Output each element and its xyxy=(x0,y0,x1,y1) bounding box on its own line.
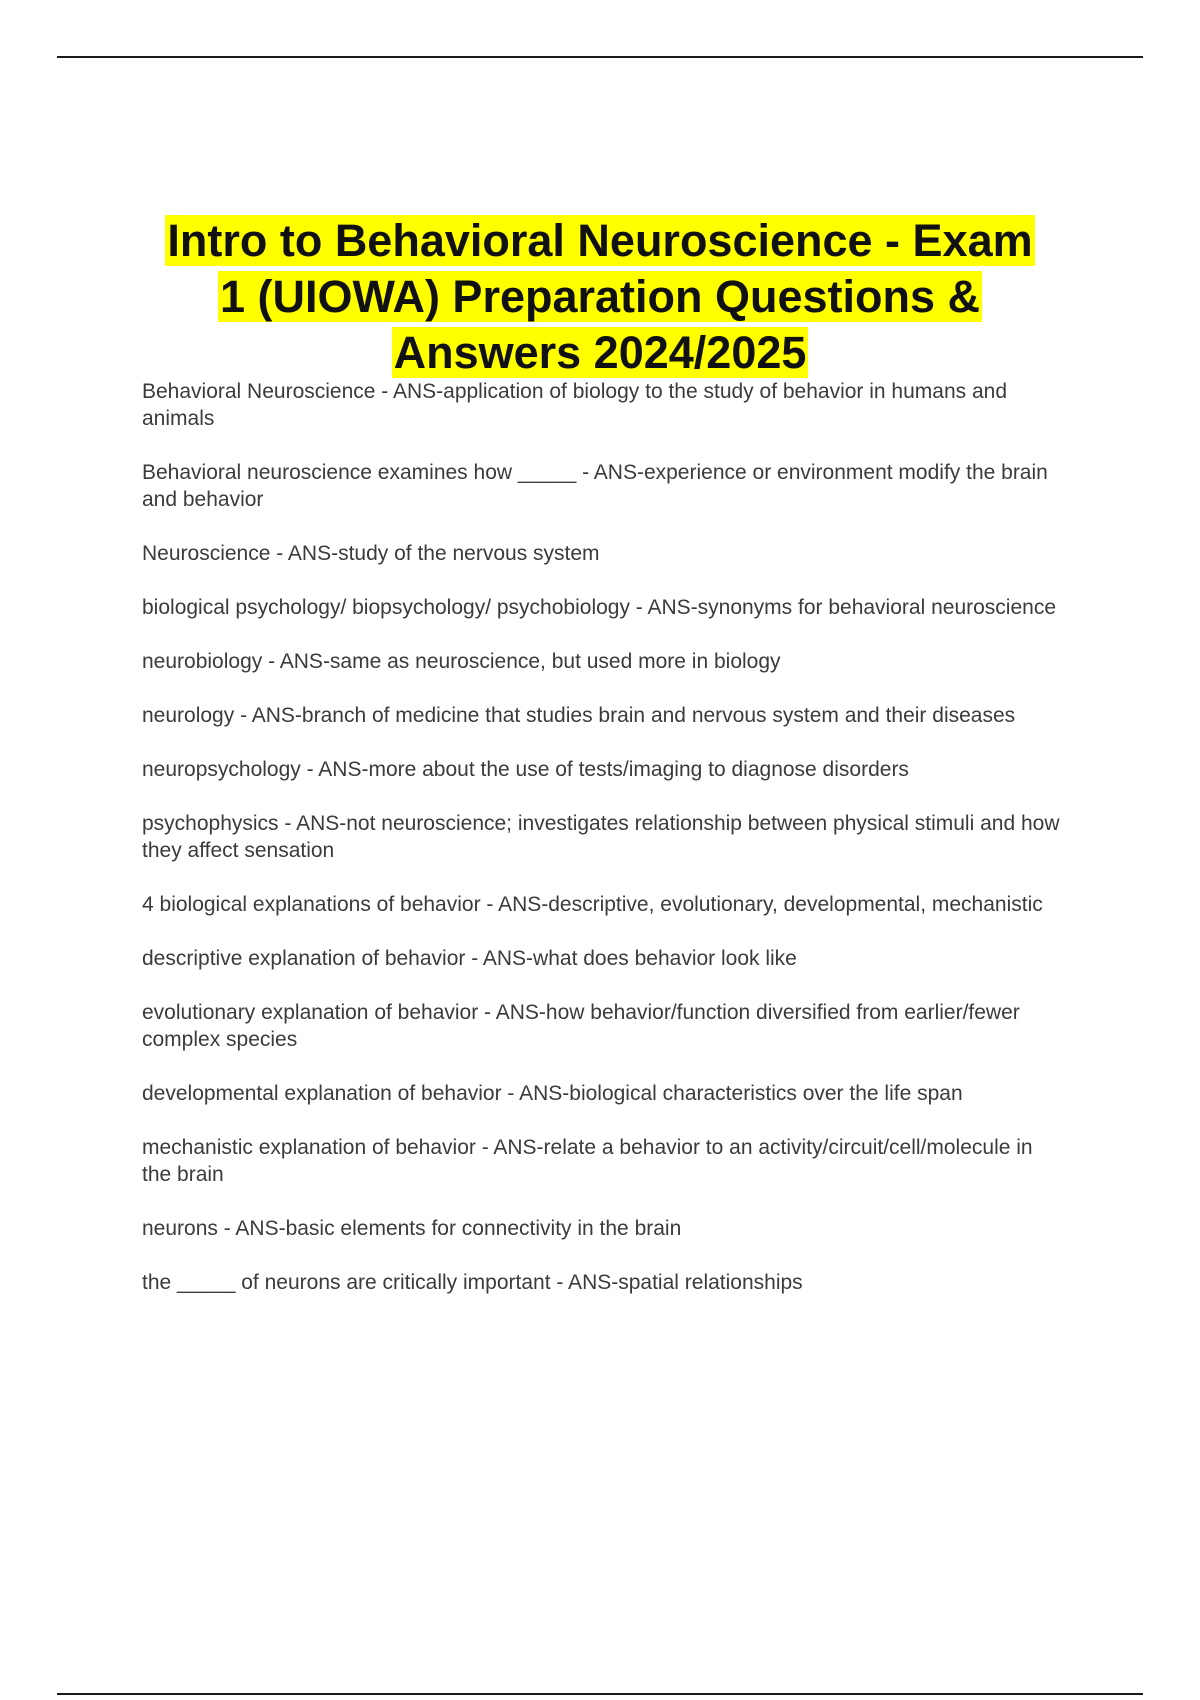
title-line-3: Answers 2024/2025 xyxy=(393,327,807,378)
qa-item: Behavioral neuroscience examines how _____ - ANS-experience or environment modify the brain and behavior xyxy=(142,461,1048,511)
qa-item: neurology - ANS-branch of medicine that studies brain and nervous system and their diseases xyxy=(142,704,1016,727)
title-line-2: 1 (UIOWA) Preparation Questions & xyxy=(219,271,981,322)
footer-rule xyxy=(57,1693,1143,1695)
qa-list xyxy=(142,378,1062,1323)
qa-item: descriptive explanation of behavior - ANS-what does behavior look like xyxy=(142,947,797,970)
qa-item: psychophysics - ANS-not neuroscience; investigates relationship between physical stimuli and how they affect sensation xyxy=(142,812,1060,862)
qa-item: Neuroscience - ANS-study of the nervous system xyxy=(142,542,600,565)
qa-item: evolutionary explanation of behavior - ANS-how behavior/function diversified from earlier/fewer complex species xyxy=(142,1001,1020,1051)
qa-item: neurons - ANS-basic elements for connectivity in the brain xyxy=(142,1217,682,1240)
qa-item: neurobiology - ANS-same as neuroscience, but used more in biology xyxy=(142,650,781,673)
qa-item: the _____ of neurons are critically important - ANS-spatial relationships xyxy=(142,1271,803,1294)
qa-item: developmental explanation of behavior - ANS-biological characteristics over the life span xyxy=(142,1082,963,1105)
qa-item: 4 biological explanations of behavior - ANS-descriptive, evolutionary, developmental, mechanistic xyxy=(142,893,1043,916)
header-rule xyxy=(57,56,1143,58)
qa-item: Behavioral Neuroscience - ANS-application of biology to the study of behavior in humans and animals xyxy=(142,380,1008,430)
qa-item: biological psychology/ biopsychology/ psychobiology - ANS-synonyms for behavioral neuroscience xyxy=(142,596,1056,619)
title-line-1: Intro to Behavioral Neuroscience - Exam xyxy=(167,215,1033,266)
qa-item: neuropsychology - ANS-more about the use of tests/imaging to diagnose disorders xyxy=(142,758,909,781)
qa-item: mechanistic explanation of behavior - ANS-relate a behavior to an activity/circuit/cell/molecule in the brain xyxy=(142,1136,1033,1186)
document-title xyxy=(100,213,1100,381)
